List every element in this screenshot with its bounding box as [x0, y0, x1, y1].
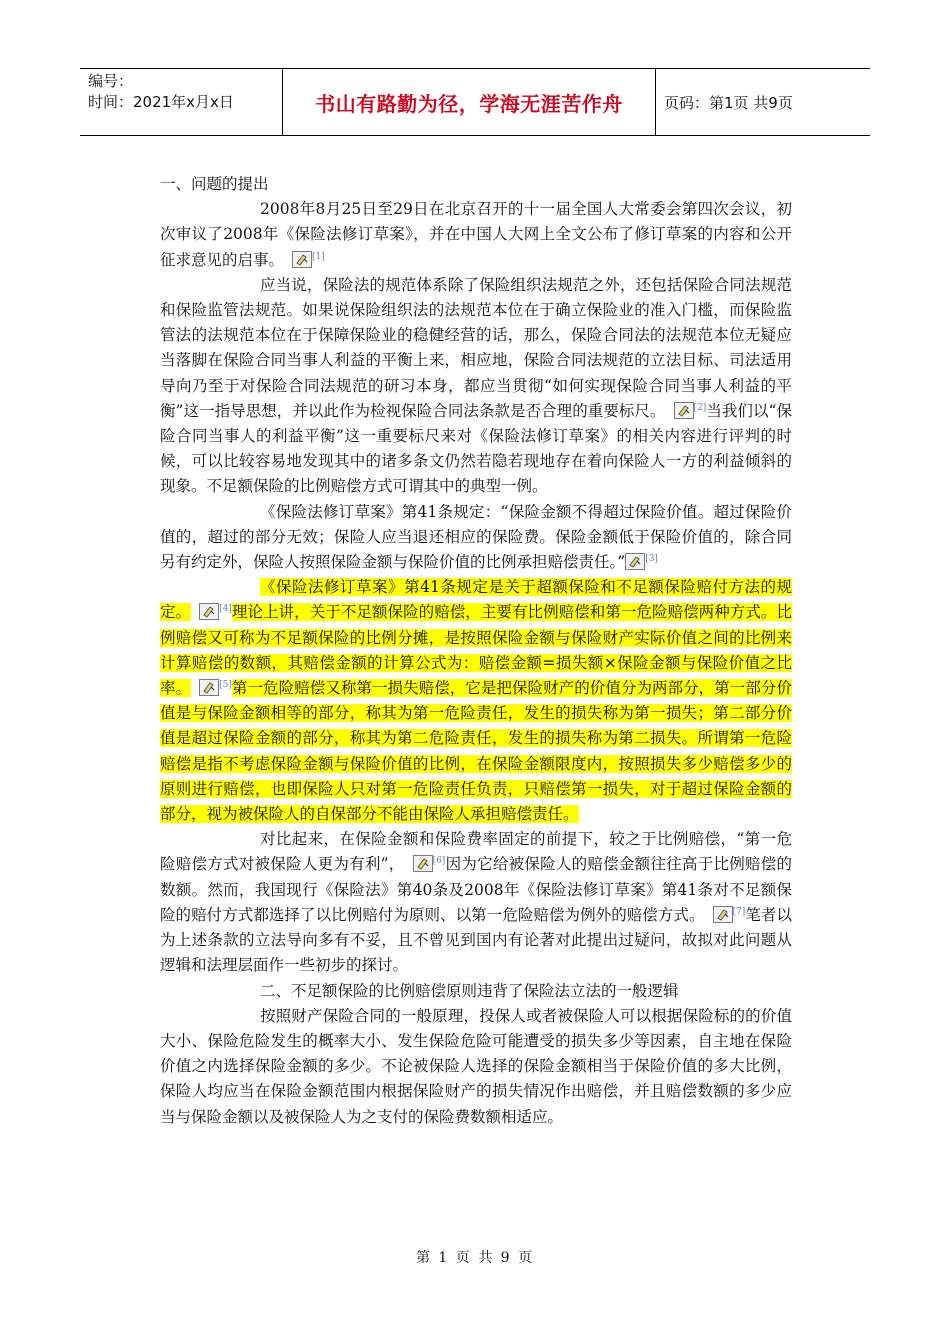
footnote-icon[interactable]: [199, 679, 219, 696]
paragraph: [160, 827, 792, 978]
footnote-ref[interactable]: [1]: [312, 251, 325, 262]
paragraph-text: 因为它给被保险人的赔偿金额往往高于比例赔偿的数额。然而，我国现行《保险法》第40条及2008年《保险法修订草案》第41条对不足额保险的赔付方式都选择了以比例赔付为原则、以第一危险赔偿为例外的赔偿方式。: [160, 855, 792, 924]
paragraph-text: 2008年8月25日至29日在北京召开的十一届全国人大常委会第四次会议，初次审议了2008年《保险法修订草案》，并在中国人大网上全文公布了修订草案的内容和公开征求意见的启事。: [160, 200, 792, 269]
header-table: [80, 68, 870, 136]
footnote-icon[interactable]: [713, 906, 733, 923]
header-motto: 书山有路勤为径，学海无涯苦作舟: [283, 69, 656, 135]
paragraph-text: 《保险法修订草案》第41条规定：“保险金额不得超过保险价值。超过保险价值的，超过的部分无效；保险人应当退还相应的保险费。保险金额低于保险价值的，除合同另有约定外，保险人按照保险金额与保险价值的比例承担赔偿责任。”: [160, 502, 792, 572]
footnote-icon[interactable]: [674, 402, 694, 419]
footnote-icon[interactable]: [625, 553, 645, 570]
footnote-icon[interactable]: [199, 603, 219, 620]
number-label: 编号：: [88, 72, 134, 90]
highlighted-text: 《保险法修订草案》第41条规定是关于超额保险和不足额保险赔付方法的规定。: [160, 578, 792, 622]
footnote-icon[interactable]: [413, 855, 433, 872]
paragraph: 按照财产保险合同的一般原理，投保人或者被保险人可以根据保险标的的价值大小、保险危险发生的概率大小、发生保险危险可能遭受的损失多少等因素，自主地在保险价值之内选择保险金额的多少。不论被保险人选择的保险金额相当于保险价值的多大比例，保险人均应当在保险金额范围内根据保险财产的损失情况作出赔偿，并且赔偿数额的多少应当与保险金额以及被保险人为之支付的保险费数额相适应。: [160, 1006, 792, 1126]
footnote-ref[interactable]: [5]: [219, 679, 232, 690]
time-label: 时间：2021年x月x日: [88, 93, 234, 111]
footnote-icon[interactable]: [292, 251, 312, 268]
paragraph: [160, 500, 792, 576]
footnote-ref[interactable]: [6]: [432, 856, 446, 867]
footnote-ref[interactable]: [4]: [219, 604, 232, 615]
paragraph-text: 当我们以“保险合同当事人的利益平衡”这一重要标尺来对《保险法修订草案》的相关内容进行评判的时候，可以比较容易地发现其中的诸多条文仍然若隐若现地存在着向保险人一方的利益倾斜的现象。不足额保险的比例赔偿方式可谓其中的典型一例。: [160, 401, 792, 496]
page-footer: 第 1 页 共 9 页: [415, 1250, 535, 1266]
paragraph-highlighted: [160, 575, 792, 827]
paragraph-text: 笔者以为上述条款的立法导向多有不妥，且不曾见到国内有论著对此提出过疑问，故拟对此问题从逻辑和法理层面作一些初步的探讨。: [160, 905, 792, 975]
section-heading-1: 一、问题的提出: [160, 175, 269, 193]
document-body: [160, 172, 792, 1130]
footnote-ref[interactable]: [2]: [693, 402, 707, 413]
paragraph: [160, 197, 792, 273]
section-heading-2: 二、不足额保险的比例赔偿原则违背了保险法立法的一般逻辑: [260, 981, 679, 1000]
paragraph-text: 对比起来，在保险金额和保险费率固定的前提下，较之于比例赔偿，“第一危险赔偿方式对被保险人更为有利”，: [160, 830, 792, 874]
header-page-code: 页码：第1页 共9页: [664, 93, 793, 112]
footnote-ref[interactable]: [3]: [645, 553, 658, 564]
footnote-ref[interactable]: [7]: [732, 906, 746, 917]
paragraph: [160, 273, 792, 500]
paragraph-text: 应当说，保险法的规范体系除了保险组织法规范之外，还包括保险合同法规范和保险监管法规范。如果说保险组织法的法规范本位在于确立保险业的准入门槛，而保险监管法的法规范本位在于保障保险业的稳健经营的话，那么，保险合同法的法规范本位无疑应当落脚在保险合同当事人利益的平衡上来，相应地，保险合同法规范的立法目标、司法适用导向乃至于对保险合同法规范的研习本身，都应当贯彻“如何实现保险合同当事人利益的平衡”这一指导思想，并以此作为检视保险合同法条款是否合理的重要标尺。: [160, 275, 792, 420]
header-meta: [80, 69, 283, 135]
highlighted-text: 理论上讲，关于不足额保险的赔偿，主要有比例赔偿和第一危险赔偿两种方式。比例赔偿又可称为不足额保险的比例分摊，是按照保险金额与保险财产实际价值之间的比例来计算赔偿的数额，其赔偿金额的计算公式为：赔偿金额=损失额×保险金额与保险价值之比率。: [160, 603, 792, 698]
highlighted-text: 第一危险赔偿又称第一损失赔偿，它是把保险财产的价值分为两部分，第一部分价值是与保险金额相等的部分，称其为第一危险责任，发生的损失称为第一损失；第二部分价值是超过保险金额的部分，称其为第二危险责任，发生的损失称为第二损失。所谓第一危险赔偿是指不考虑保险金额与保险价值的比例，在保险金额限度内，按照损失多少赔偿多少的原则进行赔偿，也即保险人只对第一危险责任负责，只赔偿第一损失，对于超过保险金额的部分，视为被保险人的自保部分不能由保险人承担赔偿责任。: [160, 679, 792, 824]
